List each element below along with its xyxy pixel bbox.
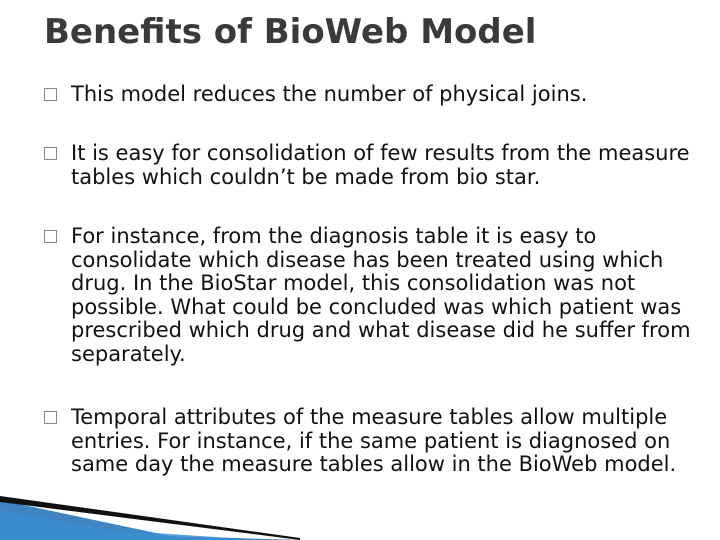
slide-title: Benefits of BioWeb Model — [44, 12, 537, 52]
bullet-text: This model reduces the number of physical joins. — [71, 82, 588, 106]
bullet-text: For instance, from the diagnosis table it is easy to consolidate which disease has been treated using which drug. In the BioStar model, this consolidation was not possible. What could be concluded was which patient was prescribed which drug and what disease did he suffer from separately. — [71, 224, 691, 366]
checkbox-icon — [44, 230, 57, 243]
bullet-text: Temporal attributes of the measure tables allow multiple entries. For instance, if the same patient is diagnosed on same day the measure tables allow in the BioWeb model. — [71, 405, 677, 476]
checkbox-icon — [44, 88, 57, 101]
checkbox-icon — [44, 411, 57, 424]
bullet-text: It is easy for consolidation of few results from the measure tables which couldn’t be made from bio star. — [71, 141, 690, 189]
checkbox-icon — [44, 147, 57, 160]
